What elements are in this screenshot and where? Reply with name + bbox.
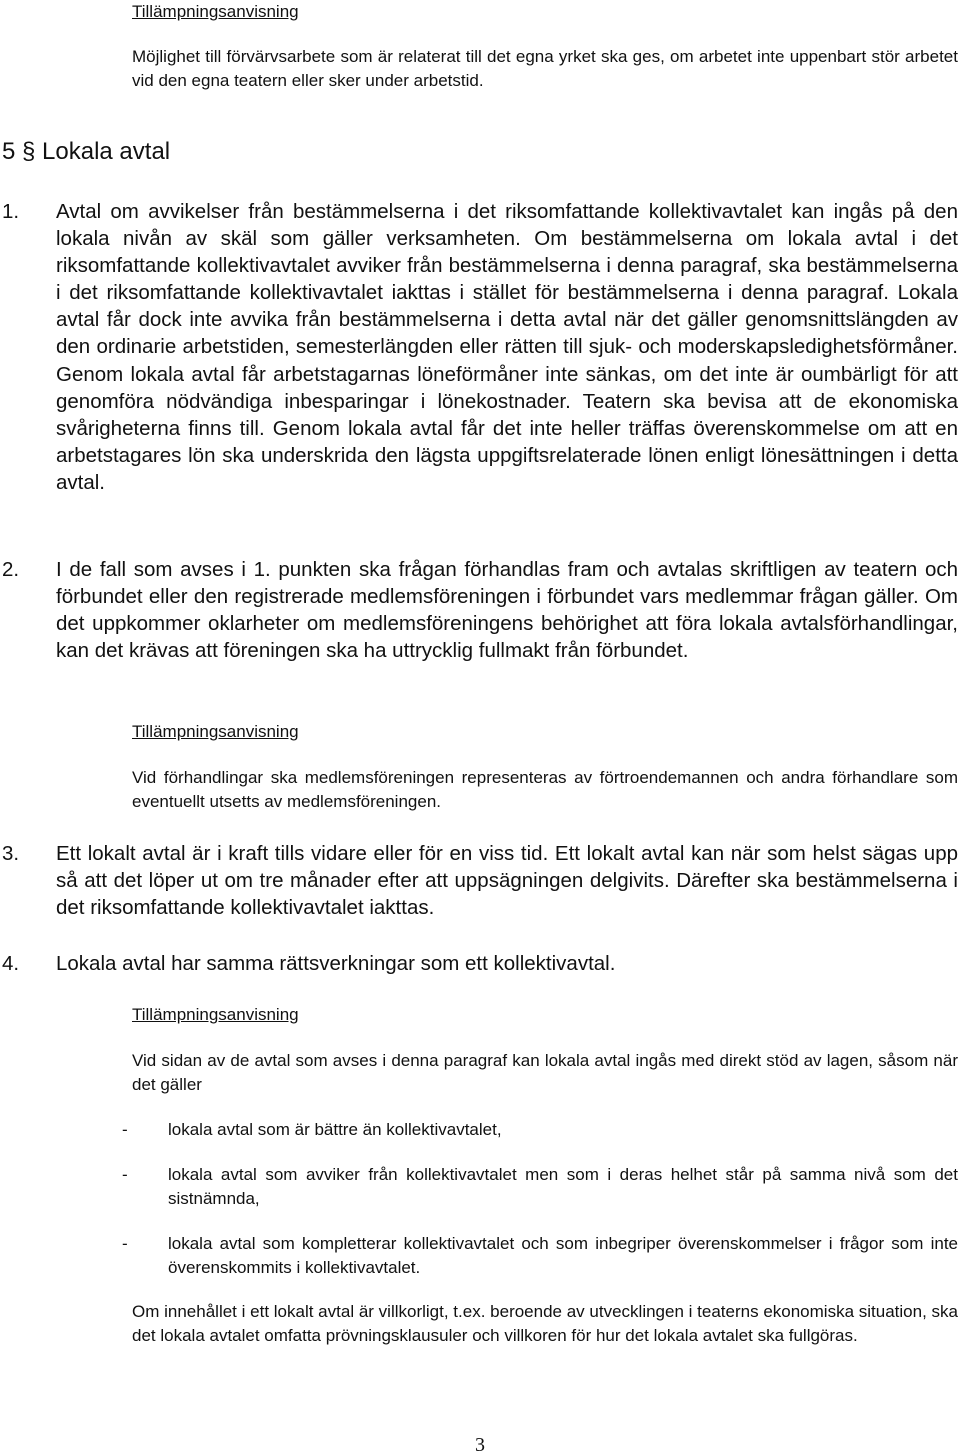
item-text: Ett lokalt avtal är i kraft tills vidare eller för en viss tid. Ett lokalt avtal kan när som helst sägas upp så att det löper ut om tre månader efter att uppsägningen delgivits. Därefter ska bestämmelserna i det riksomfattande kollektivavtalet iakttas. (56, 842, 958, 920)
item-number: 1. (2, 200, 20, 223)
list-item (2, 556, 958, 664)
list-item (2, 840, 958, 921)
section-title: 5 § Lokala avtal (2, 138, 171, 165)
bullet-item (122, 1163, 958, 1210)
bullet-dash: - (122, 1120, 128, 1139)
note-intro: Vid sidan av de avtal som avses i denna paragraf kan lokala avtal ingås med direkt stöd av lagen, såsom när det gäller (132, 1051, 958, 1094)
top-note-heading: Tillämpningsanvisning (132, 2, 299, 21)
bullet-dash: - (122, 1234, 128, 1253)
list-item (2, 198, 958, 496)
list-item (2, 950, 958, 977)
top-note-text: Möjlighet till förvärvsarbete som är relaterat till det egna yrket ska ges, om arbetet inte uppenbart stör arbetet vid den egna teatern eller sker under arbetstid. (132, 47, 958, 90)
item-number: 2. (2, 558, 20, 581)
bullet-dash: - (122, 1165, 128, 1184)
bullet-item (122, 1232, 958, 1279)
bullet-item (122, 1118, 958, 1142)
bullet-text: lokala avtal som är bättre än kollektivavtalet, (168, 1120, 502, 1139)
item-number: 4. (2, 952, 20, 975)
bullet-text: lokala avtal som kompletterar kollektivavtalet och som inbegriper överenskommelser i frågor som inte överenskommits i kollektivavtalet. (168, 1234, 958, 1277)
bullet-text: lokala avtal som avviker från kollektivavtalet men som i deras helhet står på samma nivå som det sistnämnda, (168, 1165, 958, 1208)
item-text: Avtal om avvikelser från bestämmelserna i det riksomfattande kollektivavtalet kan ingås på den lokala nivån av skäl som gäller verksamheten. Om bestämmelserna om lokala avtal i det riksomfattande kollektivavtalet avviker från bestämmelserna i denna paragraf, ska bestämmelserna i det riksomfattande kollektivavtalet iakttas i stället för bestämmelserna i denna paragraf. Lokala avtal får dock inte avvika från bestämmelserna i detta avtal när det gäller genomsnittslängden av den ordinarie arbetstiden, semesterlängden eller rätten till sjuk- och moderskapsledighetsförmåner. Genom lokala avtal får arbetstagarnas löneförmåner inte sänkas, om det inte är oumbärligt för att genomföra nödvändiga inbesparingar i lönekostnader. Teatern ska bevisa att de ekonomiska svårigheterna finns till. Genom lokala avtal får det inte heller träffas överenskommelse om att en arbetstagares lön ska underskrida den lägsta uppgiftsrelaterade lönen enligt lönesättningen i detta avtal. (56, 200, 958, 494)
note-closing: Om innehållet i ett lokalt avtal är villkorligt, t.ex. beroende av utvecklingen i teaterns ekonomiska situation, ska det lokala avtalet omfatta prövningsklausuler och villkoren för hur det lokala avtalet ska fullgöras. (132, 1302, 958, 1345)
note-text: Vid förhandlingar ska medlemsföreningen representeras av förtroendemannen och andra förhandlare som eventuellt utsetts av medlemsföreningen. (132, 768, 958, 811)
item-number: 3. (2, 842, 20, 865)
page-number: 3 (475, 1434, 485, 1456)
note-heading: Tillämpningsanvisning (132, 722, 299, 741)
item-text: I de fall som avses i 1. punkten ska frågan förhandlas fram och avtalas skriftligen av teatern och förbundet eller den registrerade medlemsföreningen i förbundet vars medlemmar frågan gäller. Om det uppkommer oklarheter om medlemsföreningens behörighet att föra lokala avtalsförhandlingar, kan det krävas att föreningen ska ha uttrycklig fullmakt från förbundet. (56, 558, 958, 663)
note-heading: Tillämpningsanvisning (132, 1005, 299, 1024)
item-text: Lokala avtal har samma rättsverkningar som ett kollektivavtal. (56, 952, 616, 975)
